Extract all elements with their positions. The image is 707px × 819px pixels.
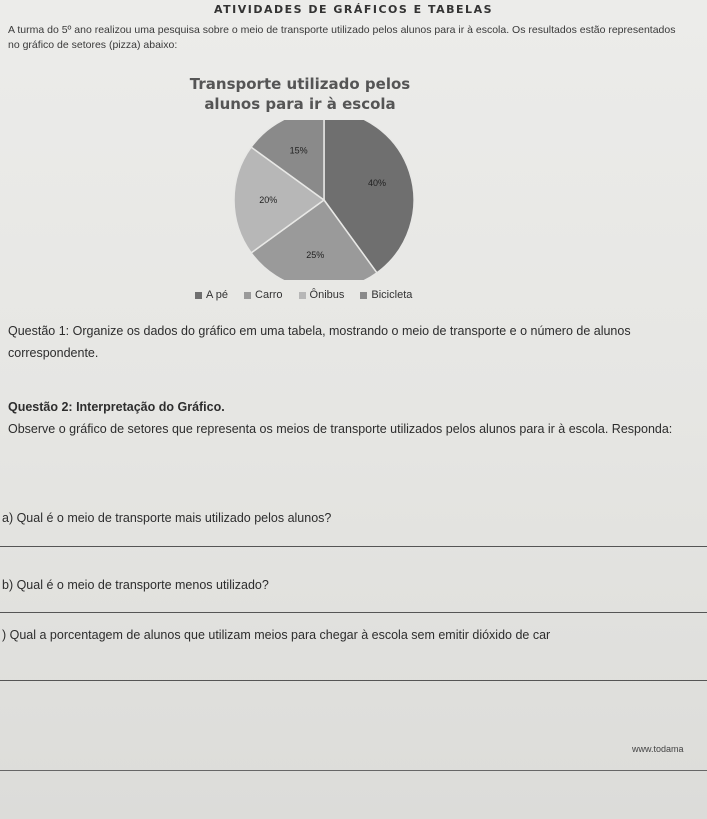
question-2-heading: Questão 2: Interpretação do Gráfico. [8,400,225,414]
legend-swatch [195,292,202,299]
pie-label--nibus: 20% [259,195,278,205]
answer-line-a[interactable] [0,546,707,547]
intro-text: A turma do 5º ano realizou uma pesquisa sobre o meio de transporte utilizado pelos alunos para ir à escola. Os resultados estão representados no gráfico de setores (pizza) abaixo: [8,24,676,51]
page-title: ATIVIDADES DE GRÁFICOS E TABELAS [213,3,494,16]
question-c: ) Qual a porcentagem de alunos que utilizam meios para chegar à escola sem emitir dióxido de car [2,628,551,642]
legend-item [195,289,228,301]
legend-item [299,289,345,301]
chart-legend [195,289,495,301]
legend-item [360,289,412,301]
question-b: b) Qual é o meio de transporte menos utilizado? [2,578,269,592]
pie-chart [232,120,416,280]
question-a: a) Qual é o meio de transporte mais utilizado pelos alunos? [2,511,332,525]
legend-label: Bicicleta [371,289,413,301]
pie-label-carro: 25% [306,250,325,261]
legend-item [244,289,283,301]
legend-swatch [244,292,251,299]
question-2-body: Observe o gráfico de setores que representa os meios de transporte utilizados pelos alunos para ir à escola. Responda: [8,422,673,436]
answer-line-c[interactable] [0,680,707,681]
legend-label: Ônibus [309,289,345,301]
pie-label-a-p-: 40% [368,177,387,188]
pie-label-bicicleta: 15% [289,145,308,156]
answer-line-d[interactable] [0,770,707,771]
question-1: Questão 1: Organize os dados do gráfico em uma tabela, mostrando o meio de transporte e o número de alunos correspondente. [8,324,631,360]
answer-line-b[interactable] [0,612,707,613]
legend-label: A pé [206,289,229,301]
chart-title: Transporte utilizado pelos alunos para ir à escola [189,75,411,113]
legend-swatch [299,292,306,299]
legend-swatch [360,292,367,299]
legend-label: Carro [255,289,283,301]
watermark-url: www.todama [632,744,684,754]
